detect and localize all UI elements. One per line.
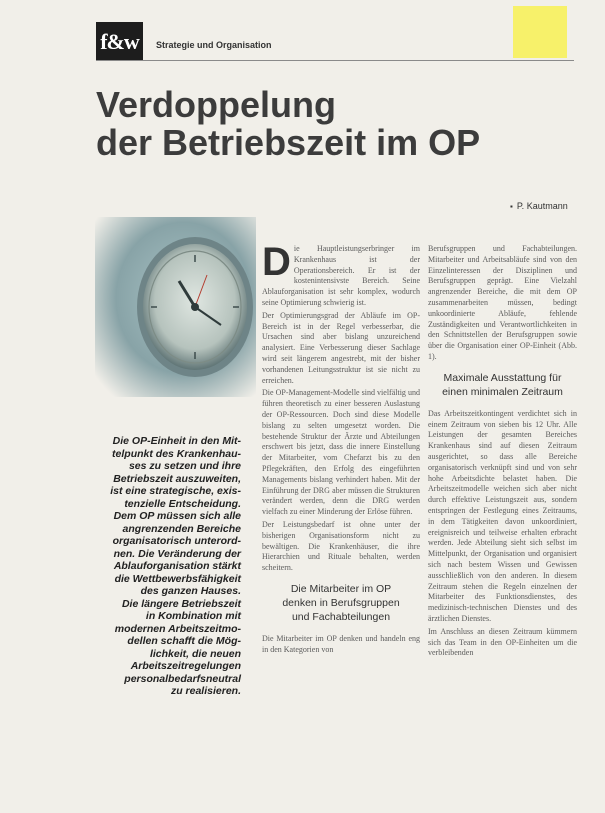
subheading-line: und Fachabteilungen (291, 610, 391, 623)
subheading-ausstattung (428, 371, 577, 399)
first-paragraph-text: ie Hauptleistungserbringer im Krankenhaus ist der Operationsbereich. Er ist der kostenintensivste Bereich. Seine Ablauforganisation ist sehr komplex, wodurch seine Optimierung schwierig ist. (262, 244, 420, 307)
lead-line: lichkeit, die neuen (149, 647, 241, 660)
logo: f&w (96, 22, 143, 61)
body-column-1 (262, 240, 420, 658)
drop-cap: D (262, 240, 291, 284)
lead-line: ist eine strategische, exis- (110, 485, 241, 497)
lead-line: angrenzenden Bereiche (122, 522, 241, 535)
header-rule (96, 60, 574, 61)
body-paragraph: Berufsgruppen und Fachabteilungen. Mitarbeiter und Arbeitsabläufe sind von den Einzelinteressen der Disziplinen und Berufsgruppen geprägt. Eine Vielzahl angrenzender Bereiche, die mit dem OP zusammenarbeiten müssen, bedingt unkoordinierte Abläufe, fehlende Zuständigkeiten und Verantwortlichkeiten in den Schnittstellen der Berufsgruppen sowie über die Organisation einer OP-Einheit (Abb. 1). (428, 244, 577, 361)
lead-line: tenzielle Entscheidung. (124, 497, 241, 510)
subheading-line: einen minimalen Zeitraum (442, 385, 563, 398)
lead-line: Die OP-Einheit in den Mit- (112, 435, 241, 447)
author-bullet: ▪ (510, 202, 513, 211)
lead-line: die Wettbewerbsfähigkeit (114, 572, 241, 585)
lead-line: Arbeitszeitregelungen (130, 660, 241, 672)
clock-photo (95, 217, 256, 397)
lead-line: des ganzen Hauses. (140, 585, 241, 597)
first-paragraph (262, 240, 420, 309)
body-paragraph: Der Leistungsbedarf ist ohne unter der bisherigen Organisationsform nicht zu bewältigen. Die Krankenhäuser, die ihre Hierarchien und Rituale behalten, werden scheitern. (262, 519, 420, 573)
lead-line: Betriebszeit auszuweiten, (113, 472, 241, 485)
subheading-line: denken in Berufsgruppen (282, 596, 400, 609)
clock-icon (95, 217, 256, 397)
lead-line: Ablauforganisation stärkt (113, 560, 241, 572)
lead-line: organisatorisch unterord- (112, 535, 241, 547)
body-paragraph: Die Mitarbeiter im OP denken und handeln eng in den Kategorien von (262, 633, 420, 654)
sticky-note (513, 6, 567, 58)
lead-line: telpunkt des Krankenhau- (112, 447, 241, 460)
lead-line: in Kombination mit (145, 610, 241, 622)
author-name: P. Kautmann (516, 201, 568, 211)
subheading-mitarbeiter (262, 582, 420, 624)
article-title (96, 86, 556, 162)
lead-line: dellen schafft die Mög- (127, 635, 241, 647)
body-paragraph: Die OP-Management-Modelle sind vielfältig und führen theoretisch zu einer besseren Auslastung der OP-Ressourcen. Doch sind diese Modelle bislang zu selten umgesetzt worden. Die bestehende Struktur der Ärzte und Abteilungen erschwert bis jetzt, dass die innere Einstellung der Mitarbeiter, vom Chefarzt bis zu den Pflegekräften, den Erfolg des eingeführten Managements bislang verhindert haben. Mit der Einführung der DRG aber müssen die Strukturen verändert werden, denn die DRG werden vielfach zu einer Minderung der Erlöse führen. (262, 388, 420, 517)
title-line-2: der Betriebszeit im OP (96, 122, 481, 163)
section-label: Strategie und Organisation (156, 40, 272, 50)
lead-line: modernen Arbeitszeitmo- (114, 622, 241, 635)
body-paragraph: Im Anschluss an diesen Zeitraum kümmern sich das Team in den OP-Einheiten um die verbleibenden (428, 626, 577, 658)
subheading-line: Maximale Ausstattung für (443, 371, 562, 384)
title-line-1: Verdoppelung (96, 84, 337, 125)
lead-line: ses zu setzen und ihre (128, 460, 241, 472)
lead-line: zu realisieren. (170, 685, 241, 697)
lead-line: Die längere Betriebszeit (121, 597, 241, 610)
lead-line: nen. Die Veränderung der (113, 547, 241, 560)
body-paragraph: Das Arbeitszeitkontingent verdichtet sich in einem Zeitraum von sieben bis 12 Uhr. Alle Leistungen der gesamten Bereiches Krankenhaus sind auf diesen Zeitraum ausgerichtet, so dass alle Bereiche organisatorisch verknüpft sind und von sehr hohe Arbeitsdichte belastet haben. Die Arbeitszeitmodelle weichen sich aber nicht durch effektive Leistungszeit aus, sondern entspringen der Festlegung eines Zeitraums, in dem Tätigkeiten davon unkoordiniert, ereignisreich und teilweise erhalten erbracht werden. Jede Abteilung sieht sich selbst im Mittelpunkt, der Organisation und organisiert sich nach bestem Wissen und Gewissen ausschließlich von den anderen. In diesem Zeitraum stehen die Regeln einzelnen der Mitarbeiter des Funktionsdienstes, des medizinisch-technischen Dienstes und des ärztlichen Dienstes. (428, 408, 577, 623)
body-paragraph: Der Optimierungsgrad der Abläufe im OP-Bereich ist in der Regel verbesserbar, die Ursachen sind aber bislang unzureichend analysiert. Eine Verbesserung dieser Sachlage wird seit längerem angestrebt, mit der bisher vorhandenen Leitungsstruktur ist sie nicht zu erreichen. (262, 310, 420, 385)
body-column-2 (428, 244, 577, 661)
author-line (510, 201, 568, 211)
lead-line: Dem OP müssen sich alle (113, 510, 241, 522)
lead-paragraph (90, 435, 241, 698)
subheading-line: Die Mitarbeiter im OP (290, 582, 392, 595)
lead-line: personalbedarfsneutral (124, 672, 241, 685)
